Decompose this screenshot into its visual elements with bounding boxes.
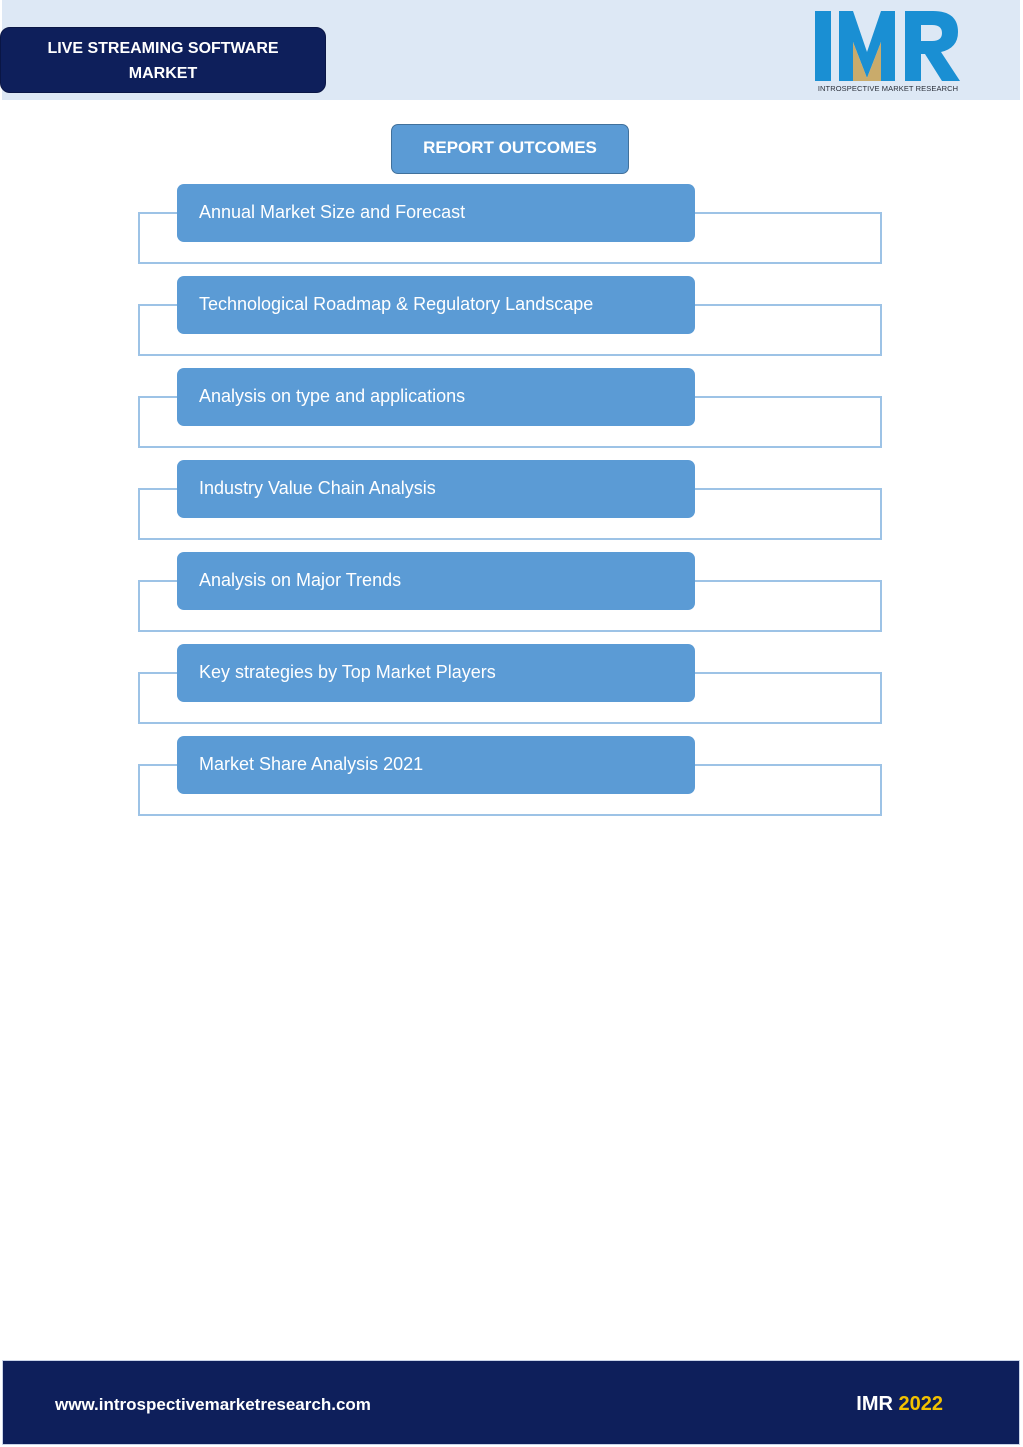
outcome-item: Analysis on type and applications [177,368,695,426]
report-title-line-1: LIVE STREAMING SOFTWARE [47,40,279,57]
outcome-item: Analysis on Major Trends [177,552,695,610]
outcome-row [0,184,1023,284]
report-title-box [0,27,326,93]
footer-brand [856,1393,943,1416]
outcome-row [0,736,1023,836]
outcome-row [0,552,1023,652]
outcome-item: Key strategies by Top Market Players [177,644,695,702]
footer-year: 2022 [898,1393,943,1415]
logo-caption: INTROSPECTIVE MARKET RESEARCH [817,84,959,93]
outcome-item: Market Share Analysis 2021 [177,736,695,794]
footer-brand-name: IMR [856,1393,893,1415]
report-title-line-2: MARKET [128,65,198,82]
imr-logo [813,8,963,96]
outcome-item: Technological Roadmap & Regulatory Landscape [177,276,695,334]
outcome-row [0,276,1023,376]
outcome-item: Industry Value Chain Analysis [177,460,695,518]
imr-logo-mark-icon [813,8,963,84]
outcome-row [0,460,1023,560]
outcome-row [0,368,1023,468]
footer-band [2,1360,1020,1445]
outcome-item: Annual Market Size and Forecast [177,184,695,242]
outcome-row [0,644,1023,744]
footer-website-link[interactable]: www.introspectivemarketresearch.com [55,1395,371,1414]
report-outcomes-heading: REPORT OUTCOMES [391,124,629,174]
